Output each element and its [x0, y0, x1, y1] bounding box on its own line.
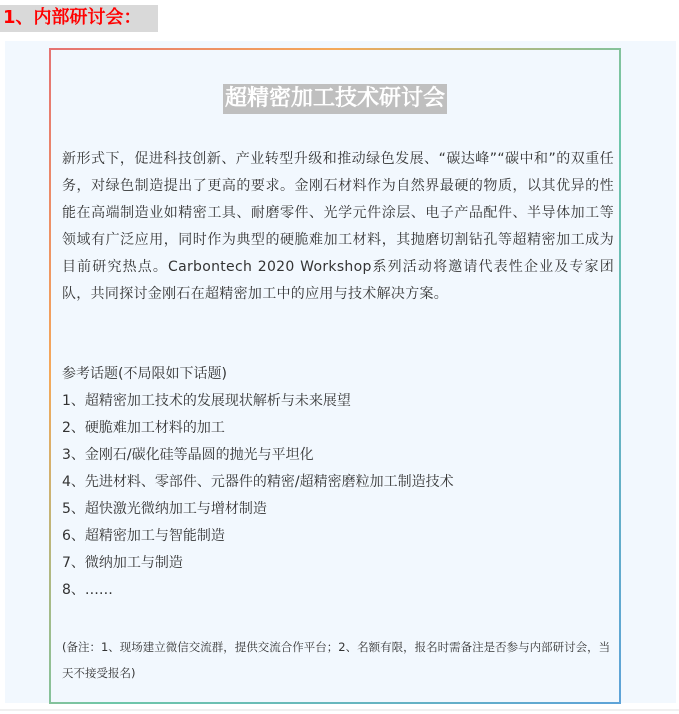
- divider: [0, 709, 679, 711]
- topic-item: 2、硬脆难加工材料的加工: [62, 420, 225, 436]
- topic-item: 4、先进材料、零部件、元器件的精密/超精密磨粒加工制造技术: [62, 474, 454, 490]
- registration-note: (备注：1、现场建立微信交流群，提供交流合作平台；2、名额有限，报名时需备注是否参与内部研讨会，当天不接受报名): [62, 640, 611, 680]
- workshop-card: [49, 48, 621, 704]
- workshop-title: [51, 84, 619, 114]
- topic-item: 5、超快激光微纳加工与增材制造: [62, 501, 267, 517]
- topic-item: 1、超精密加工技术的发展现状解析与未来展望: [62, 393, 351, 409]
- content-panel: [5, 41, 676, 703]
- topics-heading: 参考话题(不局限如下话题): [62, 366, 227, 382]
- section-heading-text: 1、内部研讨会：: [3, 7, 142, 28]
- topic-item: 6、超精密加工与智能制造: [62, 528, 225, 544]
- workshop-intro: 新形式下，促进科技创新、产业转型升级和推动绿色发展、“碳达峰”“碳中和”的双重任务，对绿色制造提出了更高的要求。金刚石材料作为自然界最硬的物质，以其优异的性能在高端制造业如精密工具、耐磨零件、光学元件涂层、电子产品配件、半导体加工等领域有广泛应用，同时作为典型的硬脆难加工材料，其抛磨切割钻孔等超精密加工成为目前研究热点。Carbontech 2020 Workshop系列活动将邀请代表性企业及专家团队，共同探讨金刚石在超精密加工中的应用与技术解决方案。: [62, 151, 614, 302]
- section-heading: [0, 5, 158, 32]
- topic-item: 8、……: [62, 582, 113, 598]
- topic-item: 7、微纳加工与制造: [62, 555, 183, 571]
- topic-item: 3、金刚石/碳化硅等晶圆的抛光与平坦化: [62, 447, 314, 463]
- workshop-title-text: 超精密加工技术研讨会: [223, 84, 447, 114]
